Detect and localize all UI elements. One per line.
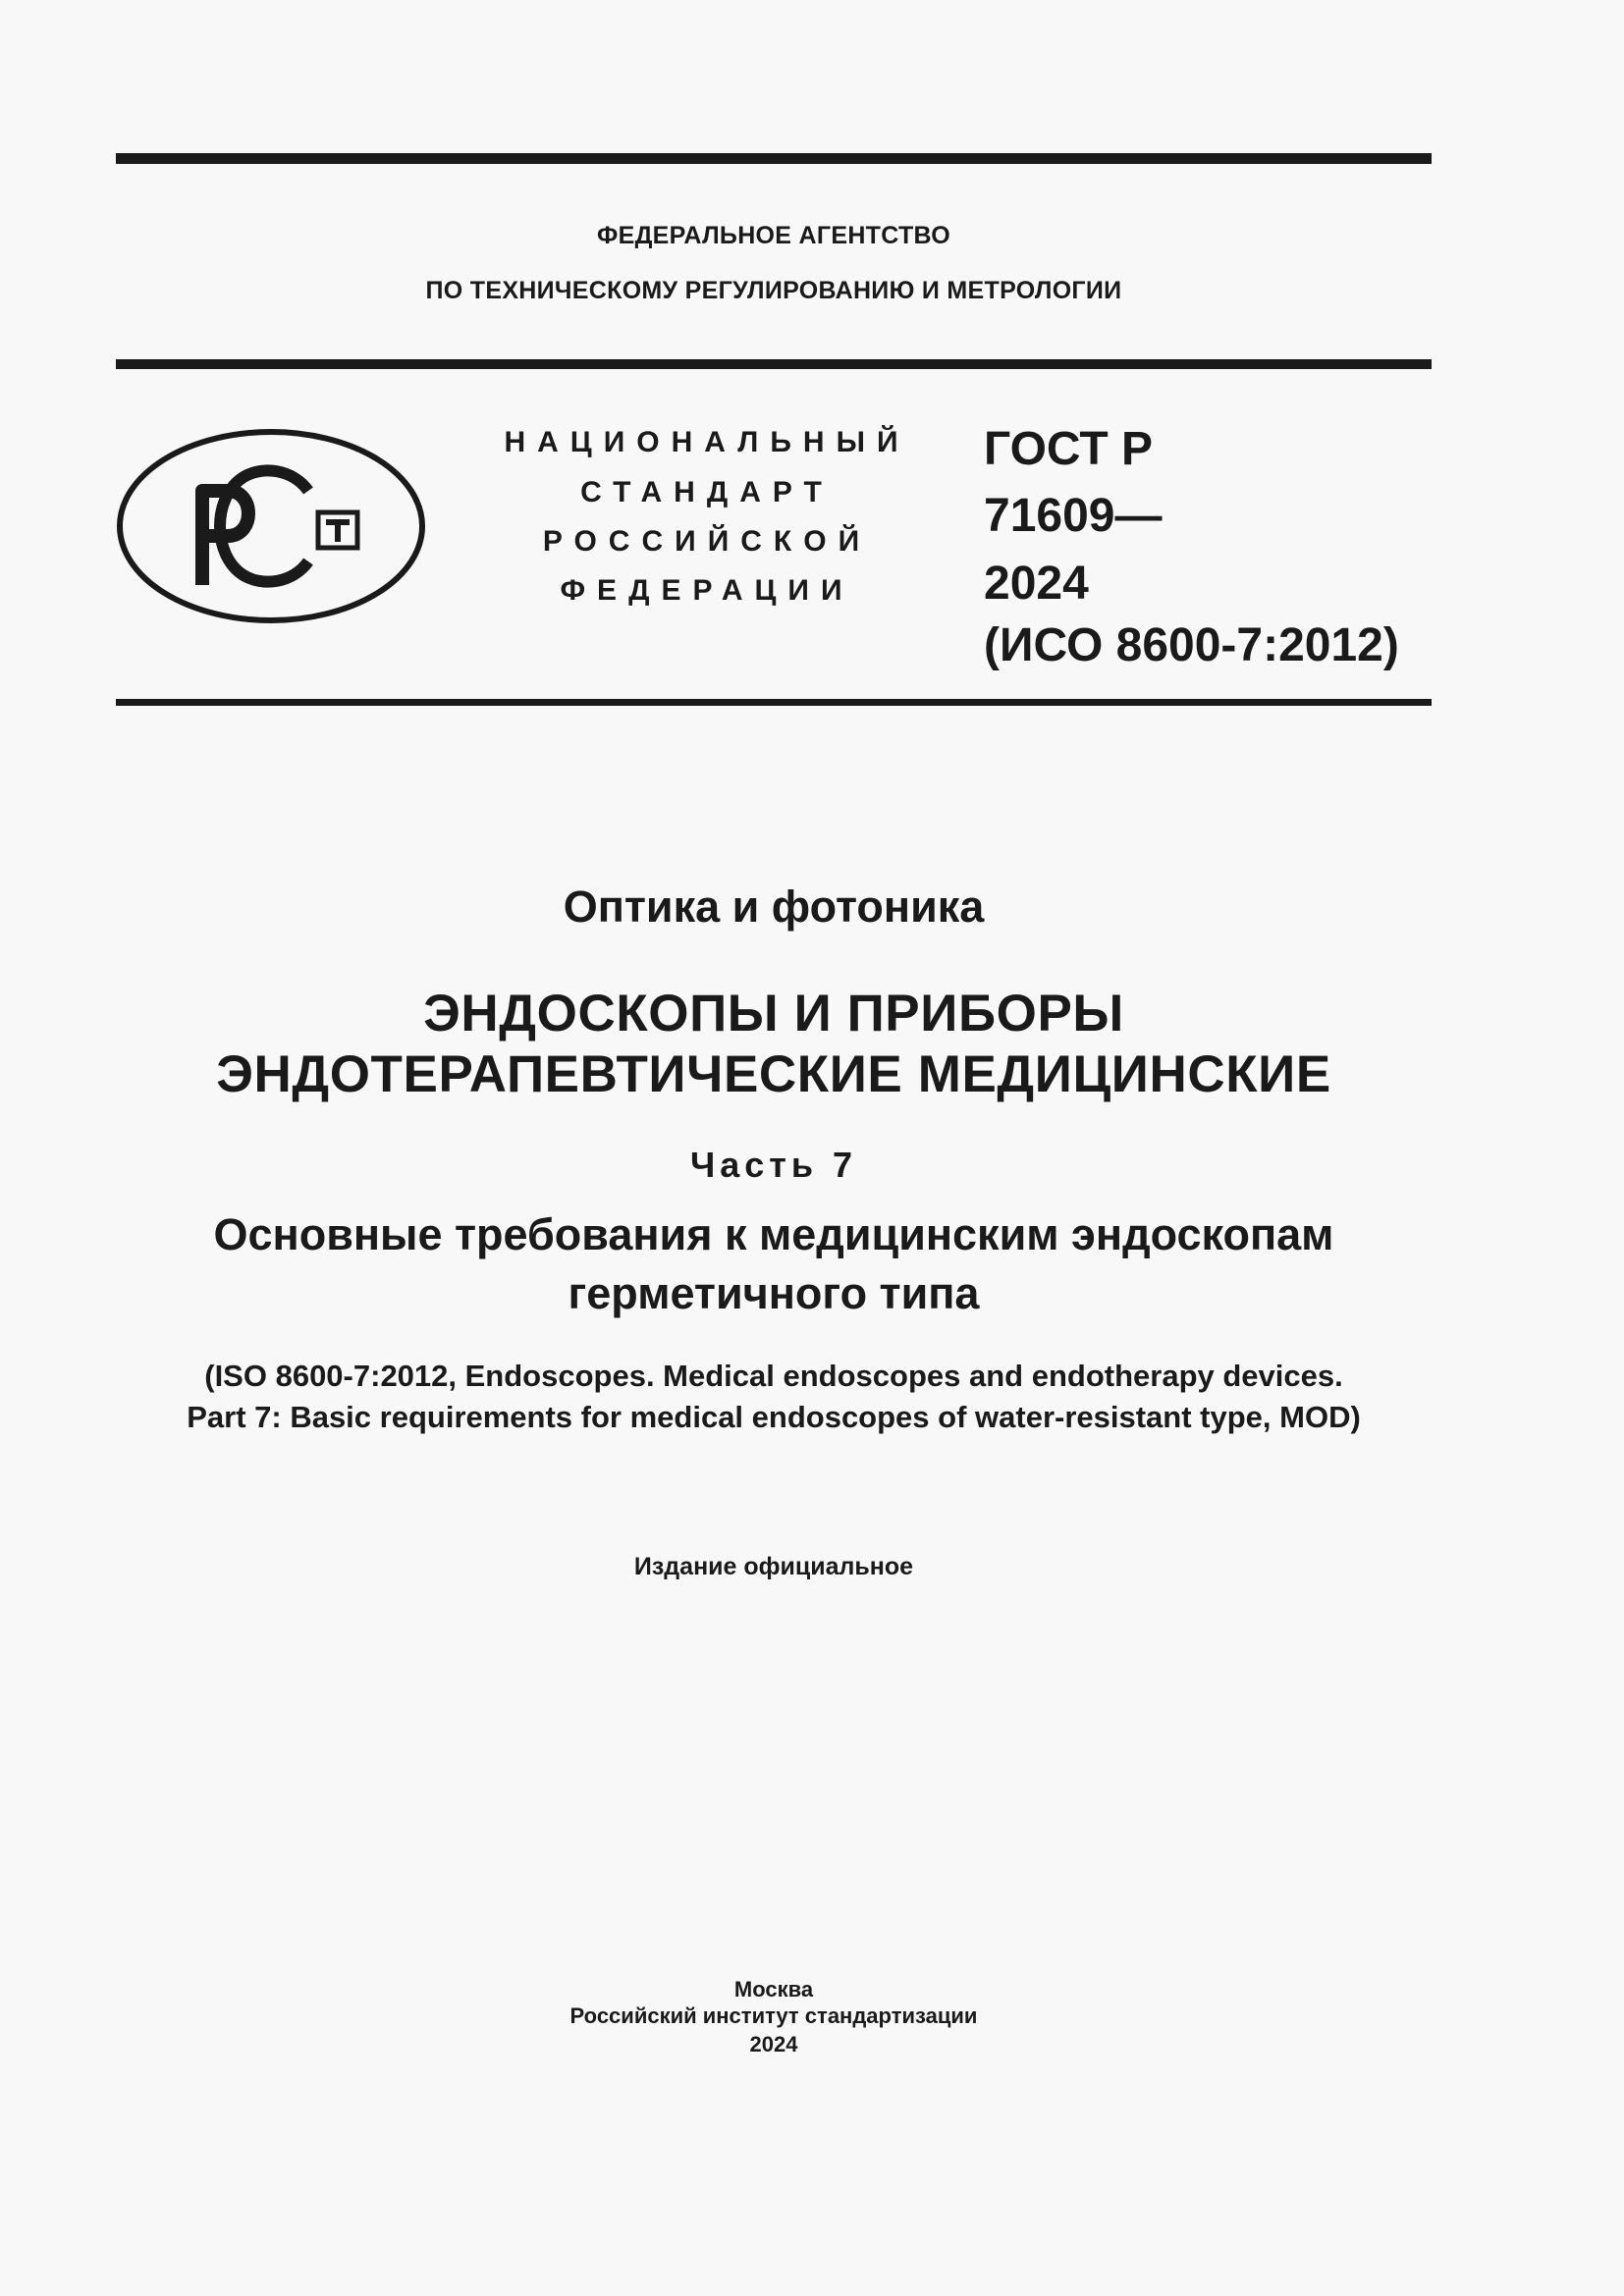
top-divider [116,153,1432,164]
document-subtitle-line2: герметичного типа [568,1268,980,1318]
document-subtitle-line1: Основные требования к медицинским эндоскопам [213,1209,1334,1259]
standard-type-line3: РОССИЙСКОЙ [542,525,872,558]
designation-line1: ГОСТ Р [984,423,1154,475]
document-series: Оптика и фотоника [563,881,985,932]
standard-type-line2: СТАНДАРТ [580,476,834,508]
title-block-divider [116,699,1432,706]
agency-name-line1: ФЕДЕРАЛЬНОЕ АГЕНТСТВО [596,222,951,249]
header-divider [116,359,1432,369]
iso-reference-line2: Part 7: Basic requirements for medical endoscopes of water-resistant type, MOD) [187,1400,1361,1434]
rst-certification-mark-icon [116,428,426,624]
agency-name-line2: ПО ТЕХНИЧЕСКОМУ РЕГУЛИРОВАНИЮ И МЕТРОЛОГИИ [425,277,1122,304]
standard-type-line4: ФЕДЕРАЦИИ [560,574,854,607]
designation-line3: 2024 [984,558,1089,610]
designation-line2: 71609— [984,490,1163,542]
edition-note: Издание официальное [633,1553,914,1580]
imprint-publisher: Российский институт стандартизации [569,2003,978,2028]
document-title-line2: ЭНДОТЕРАПЕВТИЧЕСКИЕ МЕДИЦИНСКИЕ [216,1045,1331,1103]
imprint-year: 2024 [749,2032,798,2056]
designation-line4: (ИСО 8600-7:2012) [984,619,1399,671]
document-title-line1: ЭНДОСКОПЫ И ПРИБОРЫ [423,985,1124,1042]
iso-reference-line1: (ISO 8600-7:2012, Endoscopes. Medical endoscopes and endotherapy devices. [204,1359,1343,1393]
document-part: Часть 7 [689,1145,858,1185]
standard-type-line1: НАЦИОНАЛЬНЫЙ [504,426,910,458]
imprint-city: Москва [733,1977,814,2002]
